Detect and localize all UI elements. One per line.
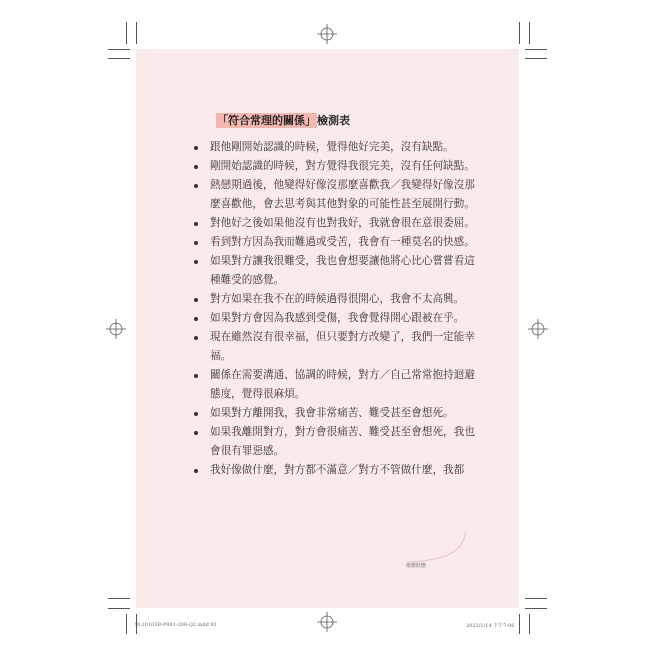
bullet-icon xyxy=(194,469,198,473)
crop-mark xyxy=(525,58,547,59)
list-item: 如果對方會因為我感到受傷，我會覺得開心跟被在乎。 xyxy=(186,309,476,328)
checklist xyxy=(186,138,476,480)
crop-mark xyxy=(529,22,530,44)
crop-mark xyxy=(525,598,547,599)
section-label: 依戀狀態 xyxy=(406,563,427,569)
bullet-icon xyxy=(194,431,198,435)
crop-mark xyxy=(108,608,130,609)
list-item: 關係在需要溝通、協調的時候，對方／自己常常抱持迴避態度，覺得很麻煩。 xyxy=(186,366,476,404)
list-item: 跟他剛開始認識的時候，覺得他好完美，沒有缺點。 xyxy=(186,138,476,157)
list-item: 如果對方讓我很難受，我也會想要讓他將心比心嘗嘗看這種難受的感覺。 xyxy=(186,252,476,290)
crop-mark xyxy=(126,22,127,44)
crop-mark xyxy=(519,22,520,44)
list-item: 剛開始認識的時候，對方覺得我很完美，沒有任何缺點。 xyxy=(186,157,476,176)
list-item: 如果對方離開我，我會非常痛苦、難受甚至會想死。 xyxy=(186,404,476,423)
bullet-icon xyxy=(194,146,198,150)
crop-mark xyxy=(108,49,130,50)
crop-mark xyxy=(108,598,130,599)
list-item: 對他好之後如果他沒有也對我好，我就會很在意很委屈。 xyxy=(186,214,476,233)
registration-mark-top xyxy=(317,24,337,44)
list-item: 熱戀期過後，他變得好像沒那麼喜歡我／我變得好像沒那麼喜歡他，會去思考與其他對象的可能性甚至展開行動。 xyxy=(186,176,476,214)
crop-mark xyxy=(136,22,137,44)
bullet-icon xyxy=(194,241,198,245)
crop-mark xyxy=(108,58,130,59)
list-item: 對方如果在我不在的時候過得很開心，我會不太高興。 xyxy=(186,290,476,309)
crop-mark xyxy=(525,49,547,50)
bullet-icon xyxy=(194,336,198,340)
title-highlight: 「符合常理的關係」 xyxy=(217,114,316,127)
slug-timestamp: 2022/1/14 下午7:06 xyxy=(466,623,515,629)
bullet-icon xyxy=(194,165,198,169)
crop-mark xyxy=(525,608,547,609)
bullet-icon xyxy=(194,317,198,321)
registration-mark-left xyxy=(106,319,126,339)
checklist-title xyxy=(216,112,350,128)
registration-mark-right xyxy=(528,319,548,339)
bullet-icon xyxy=(194,374,198,378)
bullet-icon xyxy=(194,222,198,226)
crop-mark xyxy=(529,614,530,634)
list-item: 我好像做什麼，對方都不滿意／對方不管做什麼，我都 xyxy=(186,461,476,480)
bullet-icon xyxy=(194,298,198,302)
bullet-icon xyxy=(194,184,198,188)
slug-file-name: 9L10103B-P001-208-Q2.indd 92 xyxy=(135,622,217,628)
title-suffix: 檢測表 xyxy=(317,114,350,127)
bullet-icon xyxy=(194,412,198,416)
list-item: 如果我離開對方，對方會很痛苦、難受甚至會想死，我也會很有罪惡感。 xyxy=(186,423,476,461)
list-item: 現在雖然沒有很幸福，但只要對方改變了，我們一定能幸福。 xyxy=(186,328,476,366)
bullet-icon xyxy=(194,260,198,264)
crop-mark xyxy=(519,614,520,634)
crop-mark xyxy=(126,614,127,634)
registration-mark-bottom xyxy=(317,612,337,632)
list-item: 看到對方因為我而難過或受苦，我會有一種莫名的快感。 xyxy=(186,233,476,252)
